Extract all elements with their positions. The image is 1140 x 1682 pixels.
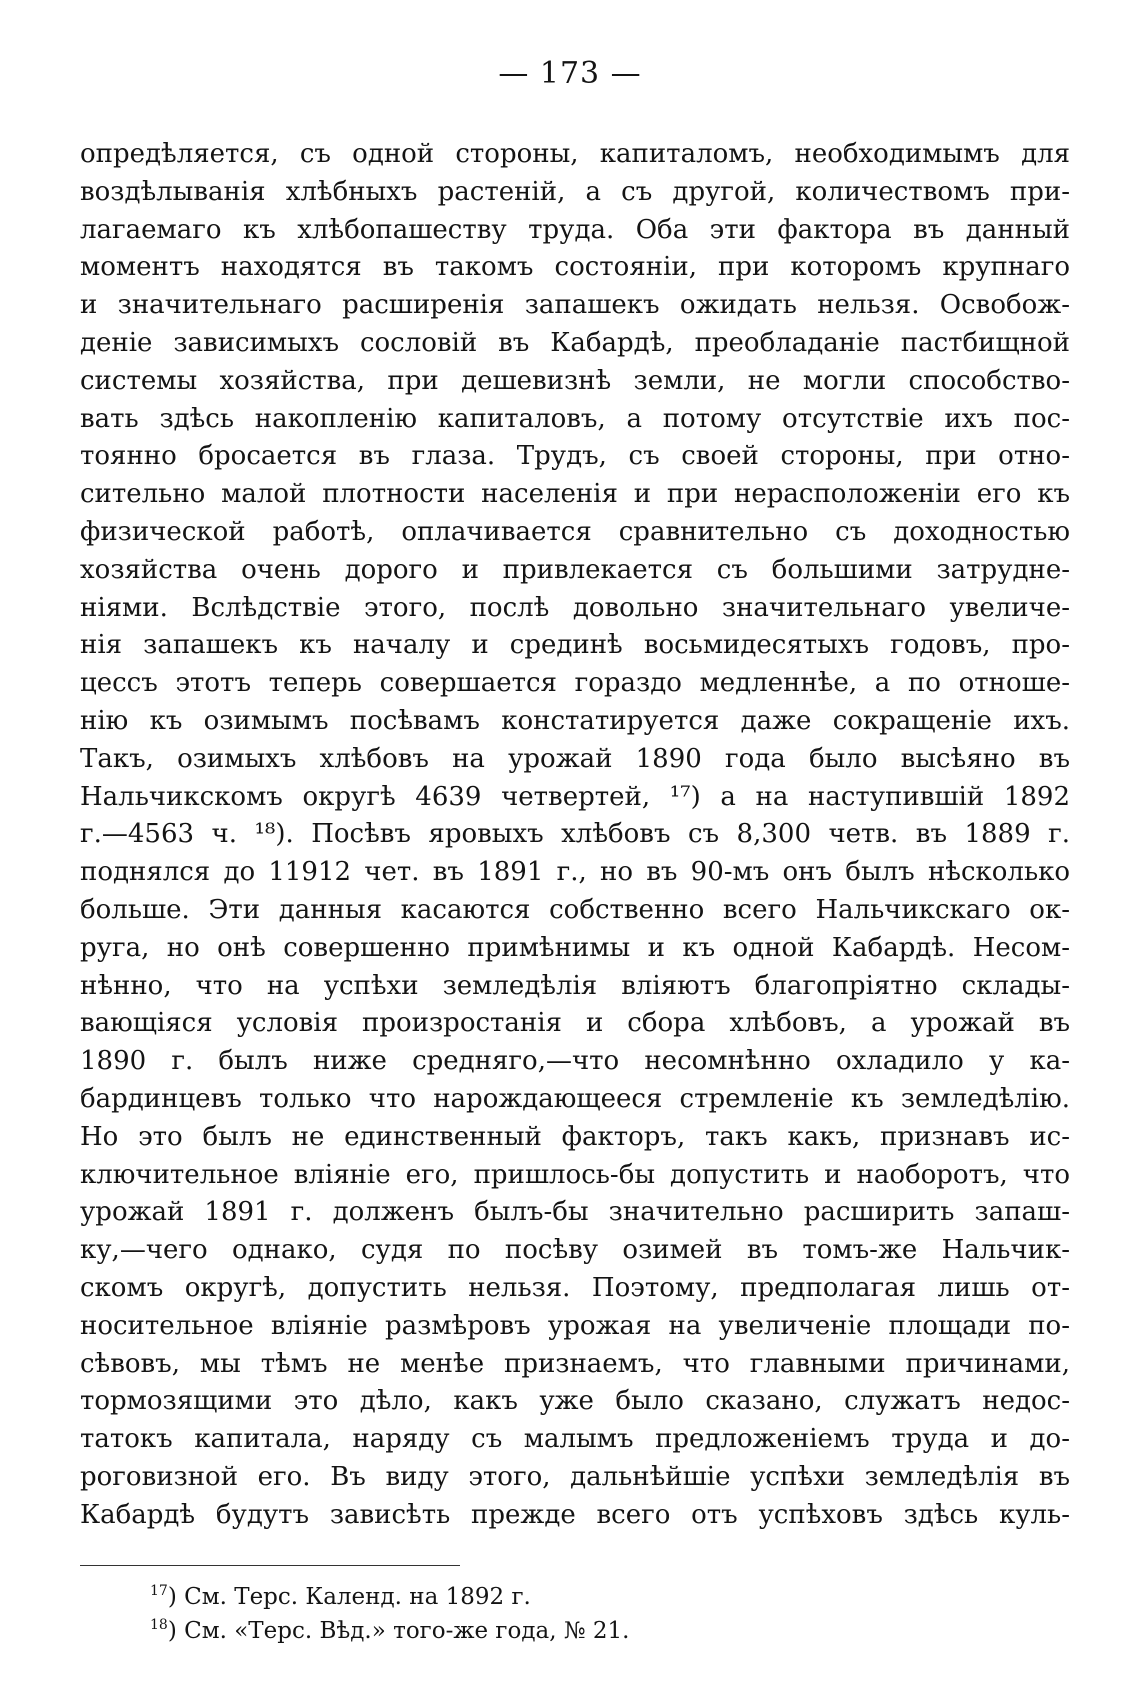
page-number: — 173 — [498, 56, 642, 91]
text-line: руга, но онѣ совершенно примѣнимы и къ одной Кабардѣ. Несом- [80, 932, 1070, 963]
footnotes [150, 1574, 950, 1642]
text-line: татокъ капитала, наряду съ малымъ предложеніемъ труда и до- [80, 1424, 1070, 1455]
footnote-text: ) См. «Терс. Вѣд.» того-же года, № 21. [167, 1618, 630, 1644]
text-line: больше. Эти данныя касаются собственно всего Нальчикскаго ок- [80, 894, 1070, 925]
footnote-separator [80, 1565, 460, 1566]
text-line: Но это былъ не единственный факторъ, такъ какъ, признавъ ис- [80, 1121, 1070, 1152]
text-line: поднялся до 11912 чет. въ 1891 г., но въ 90-мъ онъ былъ нѣсколько [80, 857, 1070, 888]
text-line: опредѣляется, съ одной стороны, капиталомъ, необходимымъ для [80, 139, 1070, 169]
text-line: лагаемаго къ хлѣбопашеству труда. Оба эти фактора въ данный [80, 214, 1070, 245]
text-line: ключительное вліяніе его, пришлось-бы допустить и наоборотъ, что [80, 1159, 1070, 1190]
text-line: Такъ, озимыхъ хлѣбовъ на урожай 1890 года было высѣяно въ [80, 743, 1070, 774]
text-line: роговизной его. Въ виду этого, дальнѣйшіе успѣхи земледѣлія въ [80, 1461, 1070, 1492]
text-line: сительно малой плотности населенія и при нерасположеніи его къ [80, 479, 1070, 510]
text-line: цессъ этотъ теперь совершается гораздо медленнѣе, а по отноше- [80, 668, 1070, 699]
text-line: сѣвовъ, мы тѣмъ не менѣе признаемъ, что главными причинами, [80, 1348, 1070, 1379]
text-line: скомъ округѣ, допустить нельзя. Поэтому, предполагая лишь от- [80, 1272, 1070, 1303]
text-line: физической работѣ, оплачивается сравнительно съ доходностью [80, 516, 1070, 547]
text-line: и значительнаго расширенія запашекъ ожидать нельзя. Освобож- [80, 290, 1070, 321]
text-line: деніе зависимыхъ сословій въ Кабардѣ, преобладаніе пастбищной [80, 327, 1070, 358]
text-line: вающіяся условія произростанія и сбора хлѣбовъ, а урожай въ [80, 1008, 1070, 1039]
text-line: Кабардѣ будутъ зависѣть прежде всего отъ успѣховъ здѣсь куль- [80, 1499, 1070, 1530]
text-line: воздѣлыванія хлѣбныхъ растеній, а съ другой, количествомъ при- [80, 176, 1070, 207]
footnote [150, 1574, 950, 1608]
text-line: вать здѣсь накопленію капиталовъ, а потому отсутствіе ихъ пос- [80, 403, 1070, 434]
text-line: нія запашекъ къ началу и срединѣ восьмидесятыхъ годовъ, про- [80, 630, 1070, 661]
body-text [80, 136, 1070, 1534]
text-line: ку,—чего однако, судя по посѣву озимей въ томъ-же Нальчик- [80, 1235, 1070, 1266]
text-line: тормозящими это дѣло, какъ уже было сказано, служатъ недос- [80, 1386, 1070, 1417]
text-line: 1890 г. былъ ниже средняго,—что несомнѣнно охладило у ка- [80, 1046, 1070, 1077]
text-line: Нальчикскомъ округѣ 4639 четвертей, ¹⁷) а на наступившій 1892 [80, 781, 1070, 812]
text-line: урожай 1891 г. долженъ былъ-бы значительно расширить запаш- [80, 1197, 1070, 1228]
text-line: бардинцевъ только что нарождающееся стремленіе къ земледѣлію. [80, 1083, 1070, 1114]
footnote [150, 1608, 950, 1642]
text-line: носительное вліяніе размѣровъ урожая на увеличеніе площади по- [80, 1310, 1070, 1341]
text-line: ніями. Вслѣдствіе этого, послѣ довольно значительнаго увеличе- [80, 592, 1070, 623]
footnote-text: ) См. Терс. Календ. на 1892 г. [167, 1584, 531, 1610]
text-line: хозяйства очень дорого и привлекается съ большими затрудне- [80, 554, 1070, 585]
text-line: нѣнно, что на успѣхи земледѣлія вліяютъ благопріятно склады- [80, 970, 1070, 1001]
text-line: г.—4563 ч. ¹⁸). Посѣвъ яровыхъ хлѣбовъ съ 8,300 четв. въ 1889 г. [80, 819, 1070, 850]
footnote-mark: 17 [150, 1583, 168, 1599]
text-line: нію къ озимымъ посѣвамъ констатируется даже сокращеніе ихъ. [80, 705, 1070, 736]
footnote-mark: 18 [150, 1617, 168, 1633]
text-line: системы хозяйства, при дешевизнѣ земли, не могли способство- [80, 365, 1070, 396]
text-line: тоянно бросается въ глаза. Трудъ, съ своей стороны, при отно- [80, 441, 1070, 472]
text-line: моментъ находятся въ такомъ состояніи, при которомъ крупнаго [80, 252, 1070, 283]
